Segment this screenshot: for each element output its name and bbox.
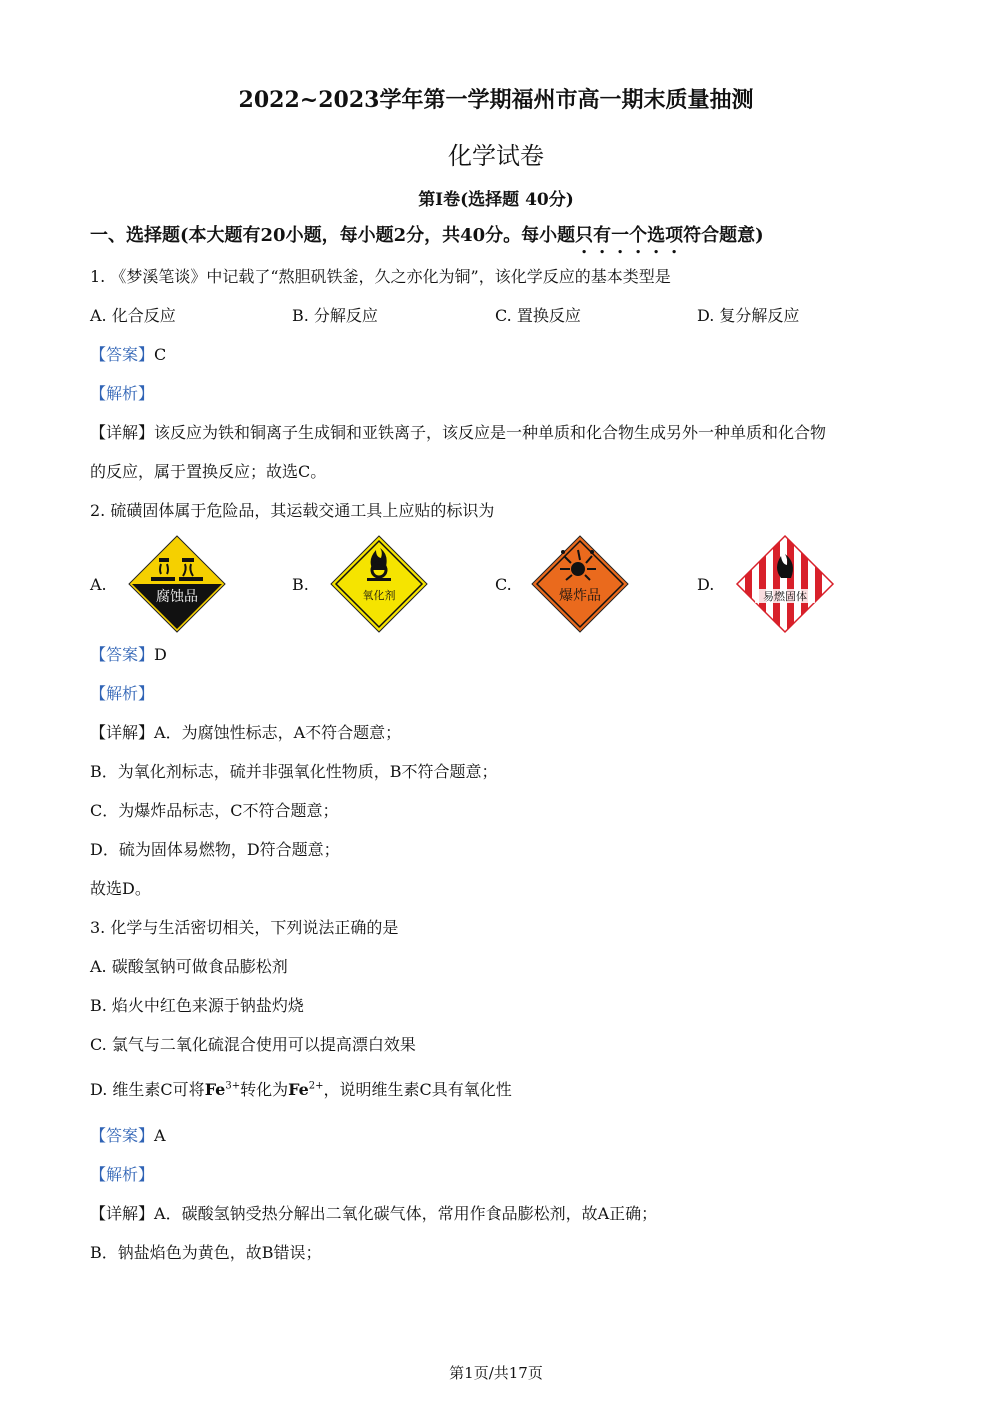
q1-detail-cont: 的反应，属于置换反应；故选C。 bbox=[90, 462, 327, 481]
q2-option-b-letter: B. bbox=[292, 575, 309, 594]
detail-text: 该反应为铁和铜离子生成铜和亚铁离子，该反应是一种单质和化合物生成另外一种单质和化合物 bbox=[154, 423, 827, 442]
q3-option-a: A. 碳酸氢钠可做食品膨松剂 bbox=[90, 957, 288, 976]
question-1-stem: 1. 《梦溪笔谈》中记载了“熬胆矾铁釜，久之亦化为铜”，该化学反应的基本类型是 bbox=[90, 267, 671, 286]
q3-detail-b: B．钠盐焰色为黄色，故B错误； bbox=[90, 1243, 322, 1262]
q2-analysis-tag: 【解析】 bbox=[90, 684, 155, 703]
emphasis-char: 一 bbox=[611, 225, 630, 246]
flammable-solid-sign-icon bbox=[735, 534, 835, 634]
explosive-sign-icon bbox=[530, 534, 630, 634]
q2-option-d-letter: D. bbox=[697, 575, 715, 594]
answer-tag: 【答案】 bbox=[90, 345, 155, 364]
q2-conclusion: 故选D。 bbox=[90, 879, 151, 898]
q2-option-c-letter: C. bbox=[495, 575, 512, 594]
section-prefix: 一、选择题(本大题有20小题，每小题2分，共40分。每小题 bbox=[90, 225, 576, 246]
answer-value: C bbox=[154, 345, 167, 364]
emphasis-char: 选 bbox=[647, 225, 666, 246]
q1-option-b: B. 分解反应 bbox=[292, 306, 378, 325]
option-d-mid: 转化为 bbox=[240, 1080, 289, 1099]
q3-option-d bbox=[90, 1080, 512, 1100]
emphasis-char: 项 bbox=[665, 225, 684, 246]
emphasis-char: 个 bbox=[629, 225, 648, 246]
q3-option-c: C. 氯气与二氧化硫混合使用可以提高漂白效果 bbox=[90, 1035, 416, 1054]
q2-option-a-letter: A. bbox=[90, 575, 107, 594]
sign-label: 爆炸品 bbox=[559, 588, 601, 604]
sign-label: 氧化剂 bbox=[362, 589, 396, 602]
ferric-charge: 3+ bbox=[225, 1080, 241, 1092]
ferric-ion: Fe bbox=[204, 1080, 226, 1099]
detail-text: A．为腐蚀性标志，A不符合题意； bbox=[154, 723, 402, 742]
q3-answer bbox=[90, 1126, 166, 1146]
section-suffix: 符合题意) bbox=[683, 225, 764, 246]
detail-tag: 【详解】 bbox=[90, 723, 155, 742]
q3-detail bbox=[90, 1204, 657, 1224]
answer-tag: 【答案】 bbox=[90, 1126, 155, 1145]
option-d-suffix: ，说明维生素C具有氧化性 bbox=[323, 1080, 512, 1099]
question-2-stem: 2. 硫磺固体属于危险品，其运载交通工具上应贴的标识为 bbox=[90, 501, 495, 520]
q1-analysis-tag: 【解析】 bbox=[90, 384, 155, 403]
q3-analysis-tag: 【解析】 bbox=[90, 1165, 155, 1184]
option-d-prefix: D. 维生素C可将 bbox=[90, 1080, 205, 1099]
page-number: 第1页/共17页 bbox=[449, 1364, 543, 1382]
q1-option-a: A. 化合反应 bbox=[90, 306, 176, 325]
q2-detail-d: D．硫为固体易燃物，D符合题意； bbox=[90, 840, 340, 859]
volume-heading: 第I卷(选择题 40分) bbox=[418, 190, 574, 210]
detail-tag: 【详解】 bbox=[90, 1204, 155, 1223]
detail-text: A．碳酸氢钠受热分解出二氧化碳气体，常用作食品膨松剂，故A正确； bbox=[154, 1204, 658, 1223]
ferrous-ion: Fe bbox=[288, 1080, 309, 1099]
answer-value: A bbox=[154, 1126, 166, 1145]
q2-detail-b: B．为氧化剂标志，硫并非强氧化性物质，B不符合题意； bbox=[90, 762, 498, 781]
q1-option-d: D. 复分解反应 bbox=[697, 306, 800, 325]
detail-tag: 【详解】 bbox=[90, 423, 155, 442]
exam-subtitle: 化学试卷 bbox=[448, 142, 544, 170]
ferrous-charge: 2+ bbox=[308, 1080, 324, 1092]
sign-label: 易燃固体 bbox=[763, 590, 807, 603]
emphasis-char: 有 bbox=[593, 225, 612, 246]
exam-title: 2022~2023学年第一学期福州市高一期末质量抽测 bbox=[238, 87, 754, 113]
question-3-stem: 3. 化学与生活密切相关，下列说法正确的是 bbox=[90, 918, 399, 937]
q3-option-b: B. 焰火中红色来源于钠盐灼烧 bbox=[90, 996, 304, 1015]
q2-answer bbox=[90, 645, 167, 665]
answer-value: D bbox=[154, 645, 167, 664]
corrosive-sign-icon bbox=[127, 534, 227, 634]
q1-answer bbox=[90, 345, 166, 365]
emphasis-char: 只 bbox=[575, 225, 594, 246]
q2-detail bbox=[90, 723, 401, 743]
q2-detail-c: C．为爆炸品标志，C不符合题意； bbox=[90, 801, 339, 820]
answer-tag: 【答案】 bbox=[90, 645, 155, 664]
oxidizer-sign-icon bbox=[329, 534, 429, 634]
section-heading bbox=[90, 226, 764, 246]
sign-label: 腐蚀品 bbox=[156, 589, 198, 605]
q1-option-c: C. 置换反应 bbox=[495, 306, 581, 325]
q1-detail bbox=[90, 423, 826, 443]
